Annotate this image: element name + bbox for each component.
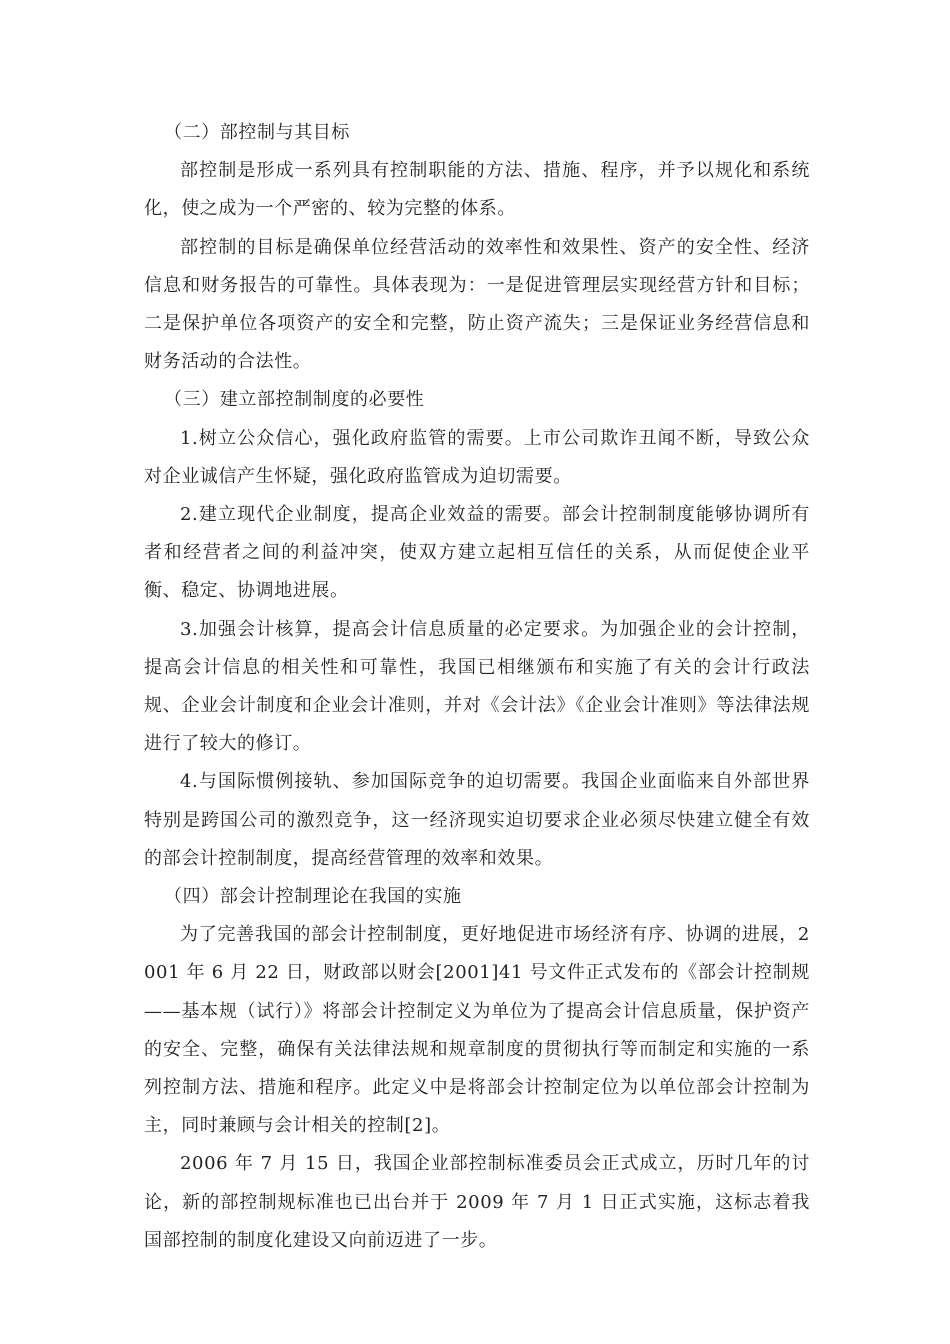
section-heading-3: （三）建立部控制制度的必要性 — [164, 389, 425, 411]
paragraph: 部控制是形成一系列具有控制职能的方法、措施、程序，并予以规化和系统化，使之成为一个严密的、较为完整的体系。 — [144, 160, 810, 220]
paragraph: 2006 年 7 月 15 日，我国企业部控制标准委员会正式成立，历时几年的讨论，新的部控制规标准也已出台并于 2009 年 7 月 1 日正式实施，这标志着我国部控制的制度化建设又向前迈进了一步。 — [144, 1153, 810, 1251]
paragraph: 3.加强会计核算，提高会计信息质量的必定要求。为加强企业的会计控制，提高会计信息的相关性和可靠性，我国已相继颁布和实施了有关的会计行政法规、企业会计制度和企业会计准则，并对《会计法》《企业会计准则》等法律法规进行了较大的修订。 — [144, 618, 810, 755]
section-heading-2: （二）部控制与其目标 — [164, 122, 350, 143]
paragraph: 2.建立现代企业制度，提高企业效益的需要。部会计控制制度能够协调所有者和经营者之间的利益冲突，使双方建立起相互信任的关系，从而促使企业平衡、稳定、协调地进展。 — [144, 504, 810, 602]
paragraph: 1.树立公众信心，强化政府监管的需要。上市公司欺诈丑闻不断，导致公众对企业诚信产生怀疑，强化政府监管成为迫切需要。 — [144, 427, 810, 487]
paragraph: 部控制的目标是确保单位经营活动的效率性和效果性、资产的安全性、经济信息和财务报告的可靠性。具体表现为：一是促进管理层实现经营方针和目标；二是保护单位各项资产的安全和完整，防止资产流失；三是保证业务经营信息和财务活动的合法性。 — [144, 236, 810, 373]
section-heading-4: （四）部会计控制理论在我国的实施 — [164, 886, 462, 908]
paragraph: 为了完善我国的部会计控制制度，更好地促进市场经济有序、协调的进展，2001 年 6 月 22 日，财政部以财会[2001]41 号文件正式发布的《部会计控制规——基本规（试行）》将部会计控制定义为单位为了提高会计信息质量，保护资产的安全、完整，确保有关法律法规和规章制度的贯彻执行等而制定和实施的一系列控制方法、措施和程序。此定义中是将部会计控制定位为以单位部会计控制为主，同时兼顾与会计相关的控制[2]。 — [144, 924, 810, 1137]
document-page — [144, 114, 810, 1260]
paragraph: 4.与国际惯例接轨、参加国际竞争的迫切需要。我国企业面临来自外部世界特别是跨国公司的激烈竞争，这一经济现实迫切要求企业必须尽快建立健全有效的部会计控制制度，提高经营管理的效率和效果。 — [144, 771, 810, 869]
